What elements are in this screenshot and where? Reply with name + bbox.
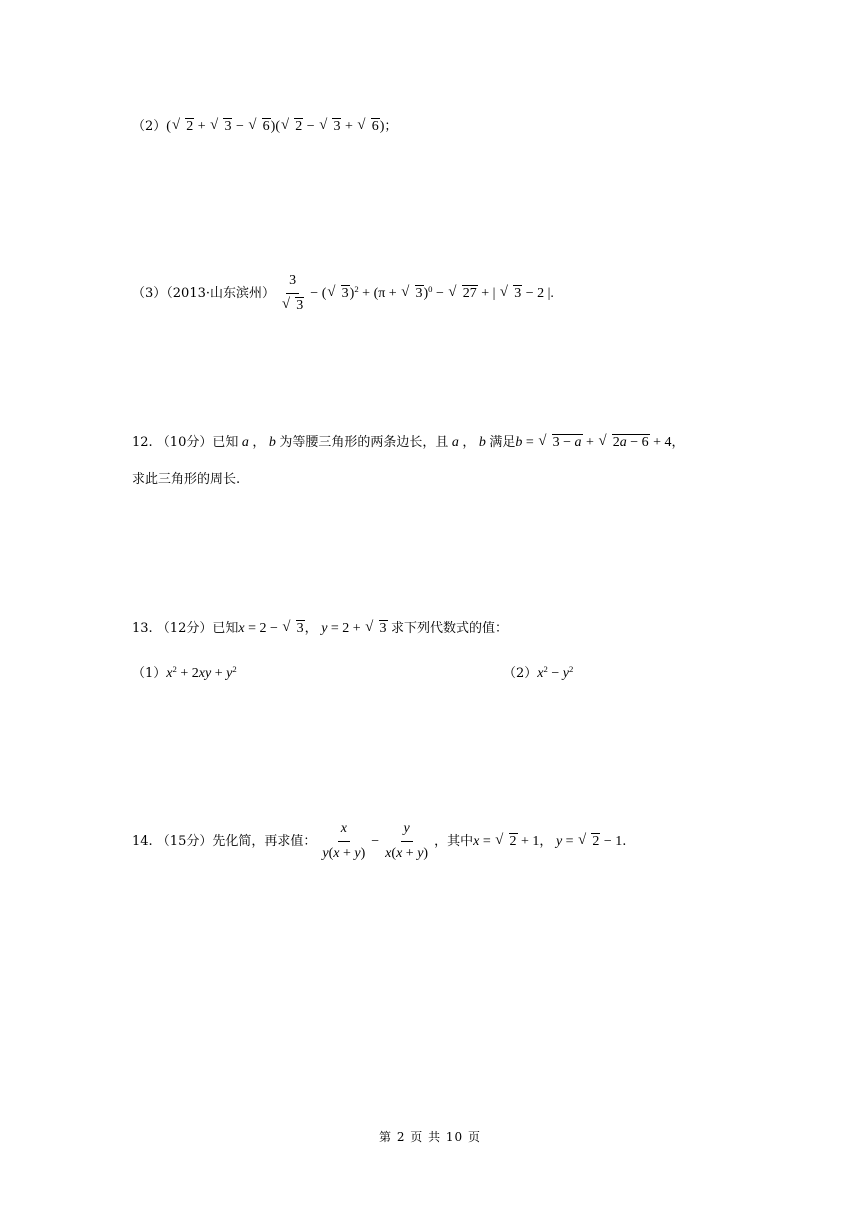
q14-expression: $\frac{x}{y(x + y)}$ − $\frac{y}{x(x + y)}$: [316, 834, 434, 849]
problem-12-line-2: 求此三角形的周长.: [132, 472, 241, 487]
problem-11-2: [132, 117, 397, 137]
sub-label-3: （3）: [132, 286, 167, 301]
q13-expr-2: $x^2 - y^2$: [537, 663, 574, 681]
q12-condition: b = √ 3 − a + √ 2a − 6 + 4: [515, 435, 671, 450]
sub-label-2: （2）: [132, 119, 167, 134]
q14-label: 14. （15分）先化简，再求值：: [132, 834, 317, 849]
problem-14: 14. （15分）先化简，再求值： $\frac{x}{y(x + y)}$ − $\frac{y}{x(x + y)}$ ，其中x = √ 2 + 1， y = √ 2 − 1.: [132, 818, 626, 866]
expr-11-3: 3 √ 3 − (√ 3)$^2$ + (π + √ 3)$^0$ − √ 27 + | √ 3 − 2 |.: [275, 286, 554, 301]
problem-11-3: [132, 270, 554, 318]
q14-x-value: x = √ 2 + 1: [473, 834, 539, 849]
q13-x-value: x = 2 − √ 3: [238, 621, 304, 636]
q14-where: ，其中: [434, 834, 474, 849]
q12-label: 12. （10分）已知: [132, 435, 239, 450]
q13-label: 13. （12分）已知: [132, 621, 239, 636]
problem-12-line-1: 12. （10分）已知 a ， b 为等腰三角形的两条边长，且 a ， b 满足b = √ 3 − a + √ 2a − 6 + 4，: [132, 433, 685, 453]
problem-13-line-1: 13. （12分）已知x = 2 − √ 3， y = 2 + √ 3 求下列代数式的值：: [132, 619, 508, 639]
page-footer: 第 2 页 共 10 页: [379, 1130, 481, 1144]
q12-text-1: 为等腰三角形的两条边长，且: [279, 435, 449, 450]
q13-text: 求下列代数式的值：: [391, 621, 509, 636]
q13-y-value: y = 2 + √ 3: [318, 621, 391, 636]
fraction-y: $\frac{y}{x(x + y)}$: [385, 821, 429, 862]
q12-text-2: 满足: [489, 435, 516, 450]
q14-y-value: y = √ 2 − 1: [552, 834, 622, 849]
fraction-3-over-sqrt3: 3 √ 3: [278, 272, 307, 315]
problem-13-sub-1: $(1)x^2 + 2xy + y^2$: [132, 663, 237, 681]
problem-13-sub-2: $(2)x^2 - y^2$: [503, 663, 574, 681]
expr-11-2: (√ 2 + √ 3 − √ 6)(√ 2 − √ 3 + √ 6): [166, 119, 384, 134]
q13-expr-1: $x^2 + 2xy + y^2$: [166, 663, 237, 681]
semicolon: ；: [384, 119, 398, 134]
source-tag: （2013·山东滨州）: [166, 286, 275, 301]
fraction-x: $\frac{x}{y(x + y)}$: [322, 821, 366, 862]
